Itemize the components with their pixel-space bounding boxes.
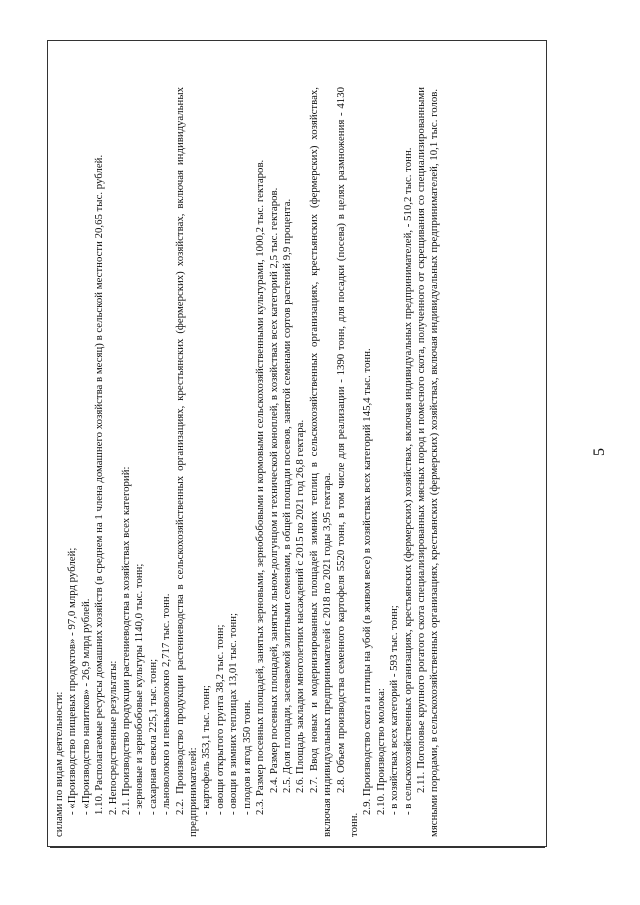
text-line: 2.11. Поголовье крупного рогатого скота специализированных мясных пород и помесного скота, полученного от скрещивания со специализированными мясными породами, в сельскохозяйственных организациях, крестьянских (фермерских) хозяйствах, включая индивидуальных предпринимателей, 10,1 тыс. голов. <box>414 87 441 837</box>
text-line: - овощи открытого грунта 38,2 тыс. тонн; <box>213 624 226 815</box>
scan-edge <box>0 0 10 905</box>
text-line: - в сельскохозяйственных организациях, крестьянских (фермерских) хозяйствах, включая индивидуальных предпринимателей, - 510,2 тыс. тонн. <box>401 147 414 815</box>
text-line: 2.8. Объем производства семенного картофеля 5520 тонн, в том числе для реализации - 1390 тонн, для посадки (посева) в целях размножения - 4130 тонн. <box>334 87 360 837</box>
text-line: - «Производство напитков» - 26,9 млрд рублей. <box>79 598 92 815</box>
text-line: 2. Непосредственные результаты: <box>106 660 119 815</box>
text-line: - «Производство пищевых продуктов» - 97,0 млрд рублей; <box>66 547 79 815</box>
text-line: 2.7. Ввод новых и модернизированных площадей зимних теплиц в сельскохозяйственных организациях, крестьянских (фермерских) хозяйствах, включая индивидуальных предпринимателей с 2018 по 2021 годы 3,95 гектара. <box>307 87 334 837</box>
text-line: 1.10. Располагаемые ресурсы домашних хозяйств (в среднем на 1 члена домашнего хозяйства в месяц) в сельской местности 20,65 тыс. рублей. <box>93 154 106 815</box>
text-line: - зерновые и зернобобовые культуры 1140,0 тыс. тонн; <box>133 563 146 815</box>
table-cell-text <box>47 77 547 847</box>
text-line: 2.6. Площадь закладки многолетних насаждений с 2015 по 2021 год 26,8 гектара. <box>294 419 307 793</box>
text-line: 2.10. Производство молока: <box>374 688 387 815</box>
column-divider <box>50 847 545 848</box>
text-line: - плодов и ягод 350 тонн. <box>240 699 253 815</box>
text-line: 2.1. Производство продукции растениеводства в хозяйствах всех категорий: <box>120 466 133 815</box>
text-line: силами по видам деятельности: <box>53 691 65 837</box>
text-line: - картофель 353,1 тыс. тонн; <box>200 685 213 815</box>
text-line: 2.5. Доля площади, засеваемой элитными семенами, в общей площади посевов, занятой семенами сортов растений 9,9 процента. <box>280 198 293 793</box>
text-line: 2.3. Размер посевных площадей, занятых зерновыми, зернобобовыми и кормовыми сельскохозяйственными культурами, 1000,2 тыс. гектаров. <box>254 159 267 815</box>
text-line: 2.9. Производство скота и птицы на убой (в живом весе) в хозяйствах всех категорий 145,4 тыс. тонн. <box>361 348 374 815</box>
page-number: 5 <box>591 448 608 456</box>
table-body <box>47 40 547 847</box>
text-line: 2.4. Размер посевных площадей, занятых льном-долгунцом и технической коноплей, в хозяйствах всех категорий 2,5 тыс. гектаров. <box>267 187 280 793</box>
text-line: - льноволокно и пеньковолокно 2,717 тыс. тонн. <box>160 593 173 815</box>
text-line: - овощи в зимних теплицах 13,01 тыс. тонн; <box>227 612 240 815</box>
text-line: - в хозяйствах всех категорий - 593 тыс. тонн; <box>388 605 401 815</box>
text-line: 2.2. Производство продукции растениеводства в сельскохозяйственных организациях, крестьянских (фермерских) хозяйствах, включая индивидуальных предпринимателей: <box>173 87 200 837</box>
text-line: - сахарная свекла 225,1 тыс. тонн; <box>146 658 159 815</box>
